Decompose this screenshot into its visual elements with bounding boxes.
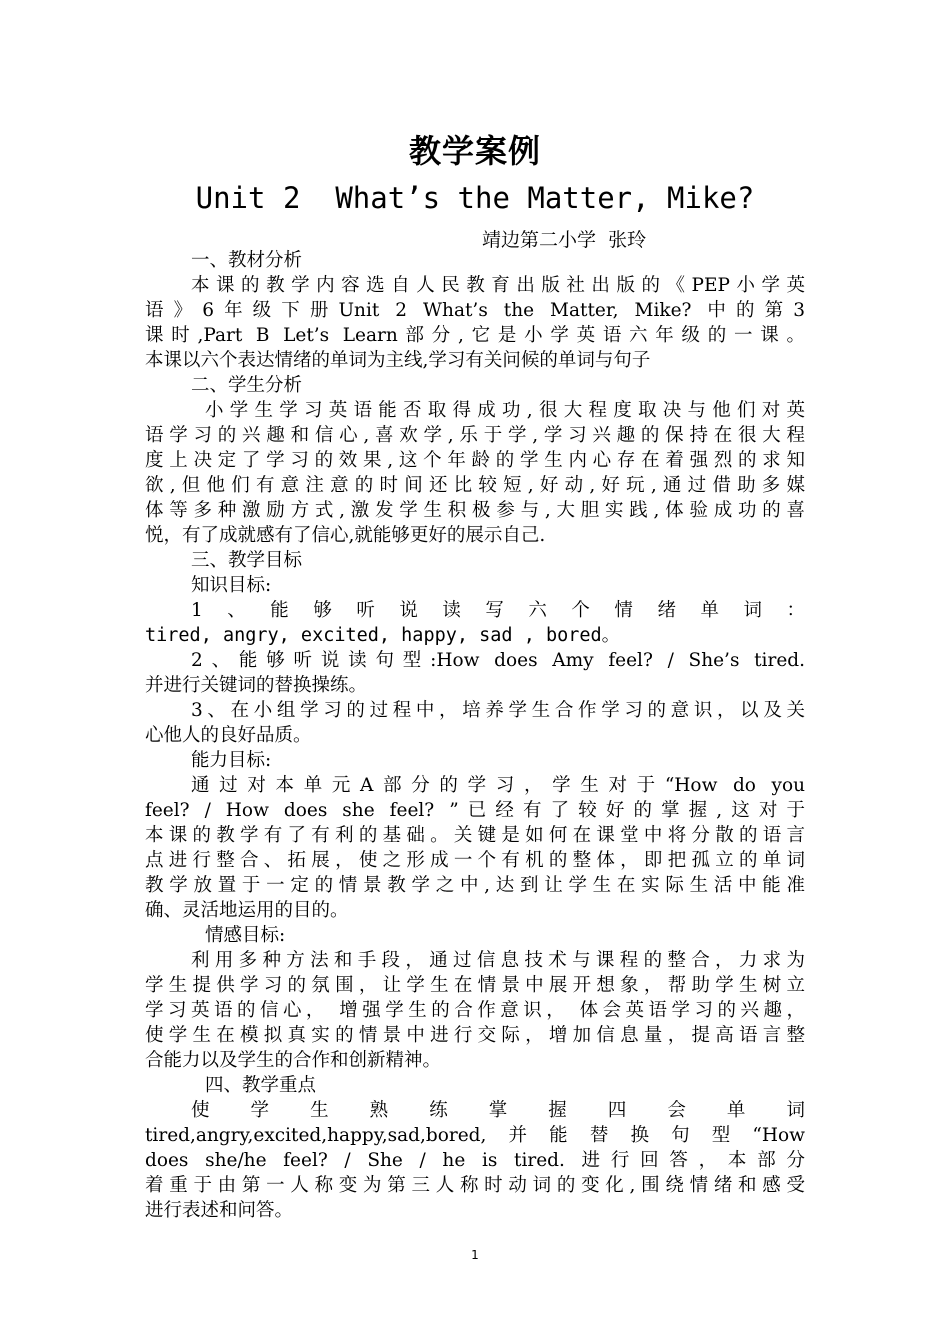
paragraph-line: 并进行关键词的替换操练。 <box>145 675 368 696</box>
paragraph-line: 小学生学习英语能否取得成功,很大程度取决与他们对英 <box>205 400 805 421</box>
paragraph-line: 本课的教学有了有利的基础。关键是如何在课堂中将分散的语言 <box>145 825 805 846</box>
paragraph-line: 通过对本单元A部分的学习，学生对于“How do you <box>191 775 805 796</box>
paragraph-line: 欲,但他们有意注意的时间还比较短,好动,好玩,通过借助多媒 <box>145 475 805 496</box>
paragraph-line: does she/he feel? / She / he is tired. 进行回答，本部分 <box>145 1150 805 1171</box>
document-body <box>145 248 805 1223</box>
section-heading-teaching-focus: 四、教学重点 <box>205 1075 317 1096</box>
section-heading-student-analysis: 二、学生分析 <box>191 375 303 396</box>
paragraph-line: 使学生熟练掌握四会单词 <box>191 1100 805 1121</box>
page-number: 1 <box>471 1248 479 1262</box>
document-title: 教学案例 <box>408 132 541 170</box>
paragraph-line: 心他人的良好品质。 <box>145 725 312 746</box>
paragraph-line: 学生提供学习的氛围，让学生在情景中展开想象，帮助学生树立 <box>145 975 805 996</box>
subheading-emotion-goals: 情感目标: <box>205 925 286 946</box>
section-heading-teaching-goals: 三、教学目标 <box>191 550 303 571</box>
paragraph-line: 语》6年级下册Unit 2 What’s the Matter, Mike? 中的第3 <box>145 300 805 321</box>
paragraph-line: 点进行整合、拓展，使之形成一个有机的整体，即把孤立的单词 <box>145 850 805 871</box>
section-heading-textbook-analysis: 一、教材分析 <box>191 250 303 271</box>
paragraph-line: 利用多种方法和手段，通过信息技术与课程的整合，力求为 <box>191 950 805 971</box>
paragraph-line: 进行表述和问答。 <box>145 1200 294 1221</box>
paragraph-line: feel? / How does she feel? ”已经有了较好的掌握,这对于 <box>145 800 805 821</box>
document-subtitle: Unit 2 What’s the Matter, Mike? <box>195 181 755 215</box>
subheading-knowledge-goals: 知识目标: <box>191 575 272 596</box>
paragraph-line: 着重于由第一人称变为第三人称时动词的变化,围绕情绪和感受 <box>145 1175 805 1196</box>
paragraph-line: 本课的教学内容选自人民教育出版社出版的《PEP小学英 <box>191 275 805 296</box>
paragraph-line: 教学放置于一定的情景教学之中,达到让学生在实际生活中能准 <box>145 875 805 896</box>
paragraph-line: 悦，有了成就感有了信心,就能够更好的展示自己. <box>145 525 546 546</box>
paragraph-line: 学习英语的信心， 增强学生的合作意识， 体会英语学习的兴趣， <box>145 1000 805 1021</box>
paragraph-line: 3、在小组学习的过程中，培养学生合作学习的意识，以及关 <box>191 700 805 721</box>
paragraph-line: 使学生在模拟真实的情景中进行交际，增加信息量，提高语言整 <box>145 1025 805 1046</box>
paragraph-line: 度上决定了学习的效果,这个年龄的学生内心存在着强烈的求知 <box>145 450 805 471</box>
paragraph-line: 确、灵活地运用的目的。 <box>145 900 349 921</box>
paragraph-line: tired,angry,excited,happy,sad,bored,并能替换句型“How <box>145 1125 805 1146</box>
paragraph-line: 体等多种激励方式,激发学生积极参与,大胆实践,体验成功的喜 <box>145 500 805 521</box>
paragraph-line: 合能力以及学生的合作和创新精神。 <box>145 1050 442 1071</box>
author-line: 靖边第二小学 张玲 <box>482 229 647 251</box>
paragraph-line: 2、能够听说读句型:How does Amy feel? / She’s tired. <box>191 650 805 671</box>
paragraph-line: tired, angry, excited, happy, sad , bored。 <box>145 625 621 646</box>
paragraph-line: 1、能够听说读写六个情绪单词： <box>191 600 805 621</box>
paragraph-line: 课时,Part B Let’s Learn部分,它是小学英语六年级的一课。 <box>145 325 805 346</box>
subheading-ability-goals: 能力目标: <box>191 750 272 771</box>
paragraph-line: 本课以六个表达情绪的单词为主线,学习有关问候的单词与句子 <box>145 350 651 371</box>
paragraph-line: 语学习的兴趣和信心,喜欢学,乐于学,学习兴趣的保持在很大程 <box>145 425 805 446</box>
